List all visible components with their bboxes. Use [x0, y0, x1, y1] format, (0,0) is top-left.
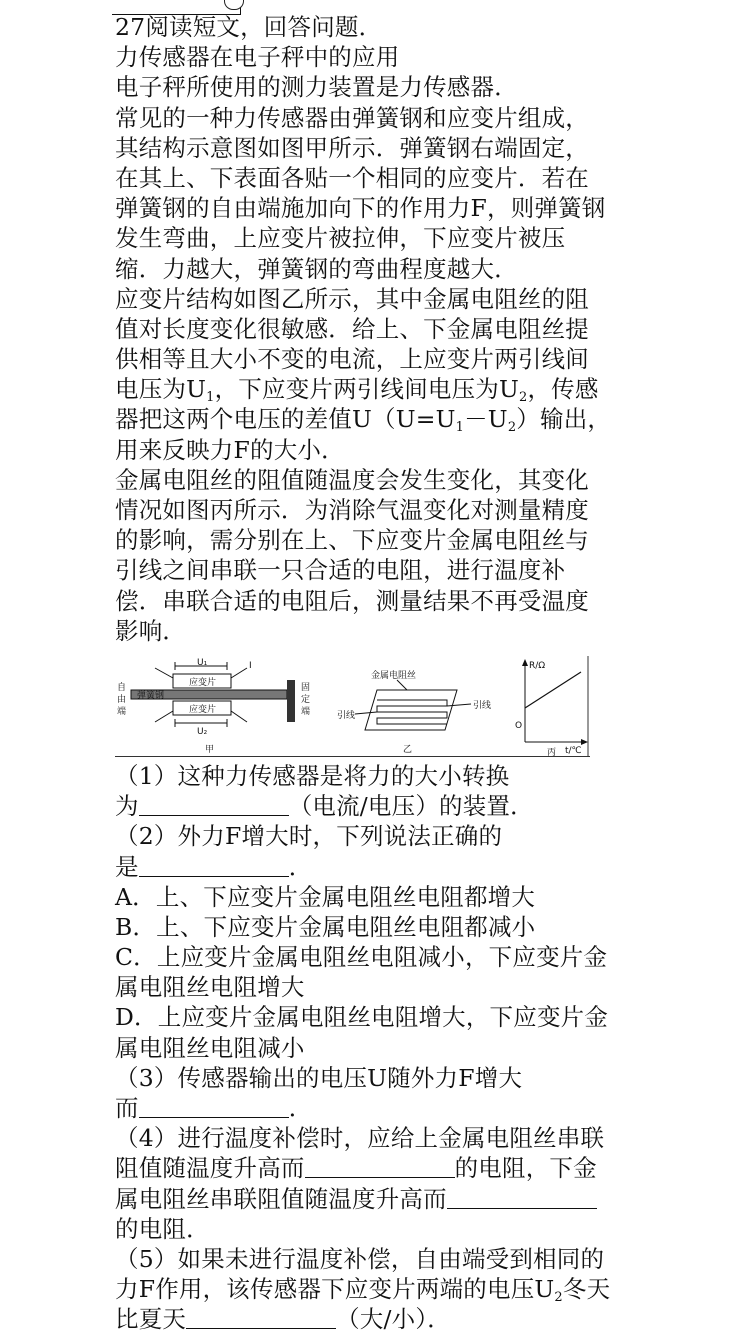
subscript: 1 [206, 390, 215, 406]
previous-figure-fragment [224, 0, 244, 10]
answer-blank-q2[interactable] [139, 854, 289, 877]
text-run: ）输出， [516, 405, 612, 434]
para2-line: 缩．力越大，弹簧钢的弯曲程度越大． [115, 254, 518, 283]
fixed-end-label: 端 [301, 706, 311, 717]
caption-yi: 乙 [403, 744, 413, 755]
text-run: （大/小）． [336, 1305, 451, 1334]
para4-line: 情况如图丙所示．为消除气温变化对测量精度 [115, 496, 589, 524]
figure-yi [337, 669, 491, 755]
heading-text: 阅读短文，回答问题． [145, 13, 383, 41]
figure-row [115, 656, 590, 757]
text-run: 比夏天 [115, 1305, 187, 1334]
article-title: 力传感器在电子秤中的应用 [115, 43, 400, 72]
q4-line [115, 1184, 645, 1214]
answer-blank-q4b[interactable] [447, 1186, 597, 1209]
para2-line: 弹簧钢的自由端施加向下的作用力F，则弹簧钢 [115, 194, 606, 223]
text-run: 而 [115, 1094, 139, 1122]
text-run: 力F作用，该传感器下应变片两端的电压U [115, 1275, 555, 1304]
q4-line: （4）进行温度补偿时，应给上金属电阻丝串联 [115, 1124, 605, 1153]
free-end-label: 自 [117, 682, 127, 693]
option-d-cont: 属电阻丝电阻减小 [115, 1033, 305, 1062]
option-b: B．上、下应变片金属电阻丝电阻都减小 [115, 912, 536, 941]
text-run: －U [464, 405, 508, 434]
q2-line: （2）外力F增大时，下列说法正确的 [115, 822, 503, 851]
text-run: 电压为U [115, 375, 207, 404]
text-run: 为 [115, 792, 139, 821]
q5-line [115, 1274, 645, 1304]
option-c: C．上应变片金属电阻丝电阻减小，下应变片金 [115, 943, 608, 972]
question-number: 27 [115, 13, 146, 41]
r-t-line [525, 672, 581, 708]
para2-line: 发生弯曲，上应变片被拉伸，下应变片被压 [115, 224, 566, 253]
para3-line: 用来反映力F的大小． [115, 435, 345, 464]
fixed-end-label: 定 [301, 694, 311, 705]
text-run: 阻值随温度升高而 [115, 1154, 305, 1183]
q3-line [115, 1093, 645, 1123]
subscript: 1 [455, 420, 465, 436]
para3-line: 供相等且大小不变的电流，上应变片两引线间 [115, 345, 589, 374]
free-end-label: 由 [117, 694, 127, 705]
text-run: 的电阻，下金 [454, 1154, 597, 1183]
lead-right: 引线 [473, 700, 492, 711]
lower-gauge-label: 应变片 [189, 704, 217, 715]
para4-line: 引线之间串联一只合适的电阻，进行温度补 [115, 556, 566, 585]
para3-line [115, 374, 645, 404]
text-run: （电流/电压）的装置． [288, 792, 534, 821]
free-end-label: 端 [117, 706, 127, 717]
question-heading [115, 12, 645, 42]
q1-line [115, 791, 645, 821]
q4-line: 的电阻． [115, 1214, 210, 1243]
answer-blank-q5[interactable] [186, 1306, 336, 1329]
fixed-wall [287, 680, 295, 722]
figures [115, 656, 590, 756]
text-run: 属电阻丝串联阻值随温度升高而 [115, 1184, 447, 1213]
answer-blank-q4a[interactable] [305, 1155, 455, 1178]
figure-bing [515, 659, 588, 756]
para2-line: 在其上、下表面各贴一个相同的应变片．若在 [115, 163, 589, 192]
answer-blank-q1[interactable] [139, 793, 289, 816]
spring-steel-label: 弹簧钢 [137, 690, 165, 701]
q3-line: （3）传感器输出的电压U随外力F增大 [115, 1063, 523, 1092]
label-i: I [249, 660, 252, 671]
para4-line: 的影响，需分别在上、下应变片金属电阻丝与 [115, 526, 589, 555]
subscript: 2 [507, 420, 517, 436]
para2-line: 其结构示意图如图甲所示．弹簧钢右端固定， [115, 133, 589, 162]
fixed-end-label: 固 [301, 682, 311, 693]
text-run: 器把这两个电压的差值U（U=U [115, 405, 456, 434]
caption-jia: 甲 [205, 744, 215, 755]
para4-line: 偿．串联合适的电阻后，测量结果不再受温度 [115, 586, 589, 615]
para4-line: 金属电阻丝的阻值随温度会发生变化，其变化 [115, 465, 589, 494]
question-27 [115, 12, 645, 1335]
option-c-cont: 属电阻丝电阻增大 [115, 973, 305, 1002]
text-run: ，下应变片两引线间电压为U [214, 375, 519, 404]
subscript: 2 [554, 1290, 563, 1306]
text-run: ，传感 [527, 375, 599, 404]
origin-label: O [515, 720, 523, 731]
text-run: ． [288, 852, 313, 881]
q1-line: （1）这种力传感器是将力的大小转换 [115, 761, 510, 790]
para1: 电子秤所使用的测力装置是力传感器． [115, 73, 518, 102]
subscript: 2 [519, 390, 528, 406]
upper-gauge-label: 应变片 [189, 677, 217, 688]
wire-label: 金属电阻丝 [371, 670, 417, 681]
option-a: A．上、下应变片金属电阻丝电阻都增大 [115, 882, 536, 911]
text-run: ． [288, 1094, 313, 1122]
caption-bing: 丙 [547, 747, 557, 756]
x-axis-label: t/℃ [565, 745, 582, 756]
para3-line: 应变片结构如图乙所示，其中金属电阻丝的阻 [115, 284, 589, 313]
label-u1: U₁ [197, 657, 208, 668]
q4-line [115, 1153, 645, 1183]
y-axis-label: R/Ω [529, 660, 546, 671]
q5-line [115, 1304, 645, 1334]
answer-blank-q3[interactable] [139, 1095, 289, 1118]
para3-line [115, 404, 645, 434]
q5-line: （5）如果未进行温度补偿，自由端受到相同的 [115, 1244, 605, 1273]
option-d: D．上应变片金属电阻丝电阻增大，下应变片金 [115, 1003, 609, 1032]
text-run: 冬天 [562, 1275, 611, 1304]
para3-line: 值对长度变化很敏感．给上、下金属电阻丝提 [115, 314, 589, 343]
figure-jia [117, 658, 310, 755]
lead-left: 引线 [337, 710, 356, 721]
label-u2: U₂ [197, 726, 208, 737]
para4-line: 影响． [115, 616, 187, 645]
para2-line: 常见的一种力传感器由弹簧钢和应变片组成， [115, 103, 589, 132]
q2-line [115, 852, 645, 882]
text-run: 是 [115, 852, 139, 881]
